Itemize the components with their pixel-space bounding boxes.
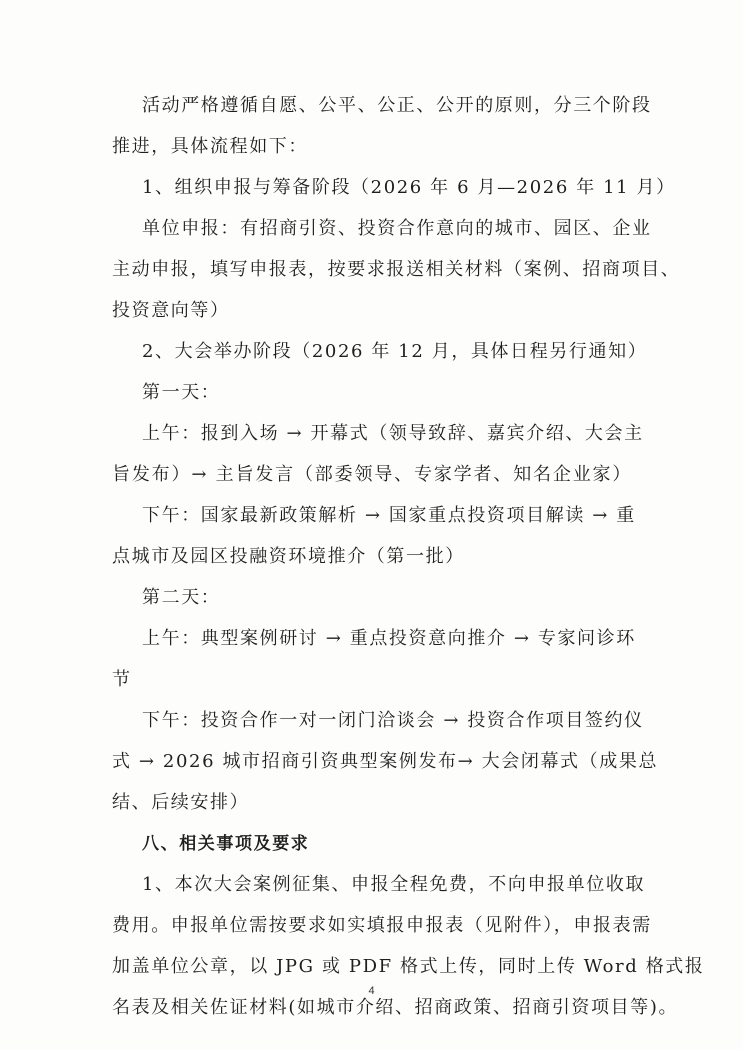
paragraph-line: 旨发布）→ 主旨发言（部委领导、专家学者、知名企业家） <box>112 464 632 485</box>
page-number: 4 <box>368 985 375 997</box>
paragraph-line: 费用。申报单位需按要求如实填报申报表（见附件），申报表需 <box>112 915 652 936</box>
day-one-label: 第一天： <box>142 382 221 403</box>
paragraph-line: 活动严格遵循自愿、公平、公正、公开的原则，分三个阶段 <box>142 95 652 116</box>
paragraph-line: 下午：投资合作一对一闭门洽谈会 → 投资合作项目签约仪 <box>142 710 644 731</box>
paragraph-line: 结、后续安排） <box>112 792 250 813</box>
paragraph-line: 单位申报：有招商引资、投资合作意向的城市、园区、企业 <box>142 218 652 239</box>
paragraph-line: 上午：典型案例研讨 → 重点投资意向推介 → 专家问诊环 <box>142 628 636 649</box>
stage-two-heading: 2、大会举办阶段（2026 年 12 月，具体日程另行通知） <box>142 341 648 362</box>
stage-one-heading: 1、组织申报与筹备阶段（2026 年 6 月—2026 年 11 月） <box>142 177 676 198</box>
paragraph-line: 上午：报到入场 → 开幕式（领导致辞、嘉宾介绍、大会主 <box>142 423 644 444</box>
paragraph-line: 1、本次大会案例征集、申报全程免费，不向申报单位收取 <box>142 874 646 895</box>
paragraph-line: 式 → 2026 城市招商引资典型案例发布→ 大会闭幕式（成果总 <box>112 751 659 772</box>
paragraph-line: 下午：国家最新政策解析 → 国家重点投资项目解读 → 重 <box>142 505 636 526</box>
paragraph-line: 节 <box>112 669 132 690</box>
day-two-label: 第二天： <box>142 587 221 608</box>
paragraph-line: 点城市及园区投融资环境推介（第一批） <box>112 546 465 567</box>
paragraph-line: 加盖单位公章，以 JPG 或 PDF 格式上传，同时上传 Word 格式报 <box>112 956 705 977</box>
paragraph-line: 主动申报，填写申报表，按要求报送相关材料（案例、招商项目、 <box>112 259 681 280</box>
paragraph-line: 投资意向等） <box>112 300 230 321</box>
section-heading: 八、相关事项及要求 <box>142 834 310 854</box>
paragraph-line: 推进，具体流程如下： <box>112 136 308 157</box>
paragraph-line: 名表及相关佐证材料(如城市介绍、招商政策、招商引资项目等)。 <box>112 997 679 1018</box>
